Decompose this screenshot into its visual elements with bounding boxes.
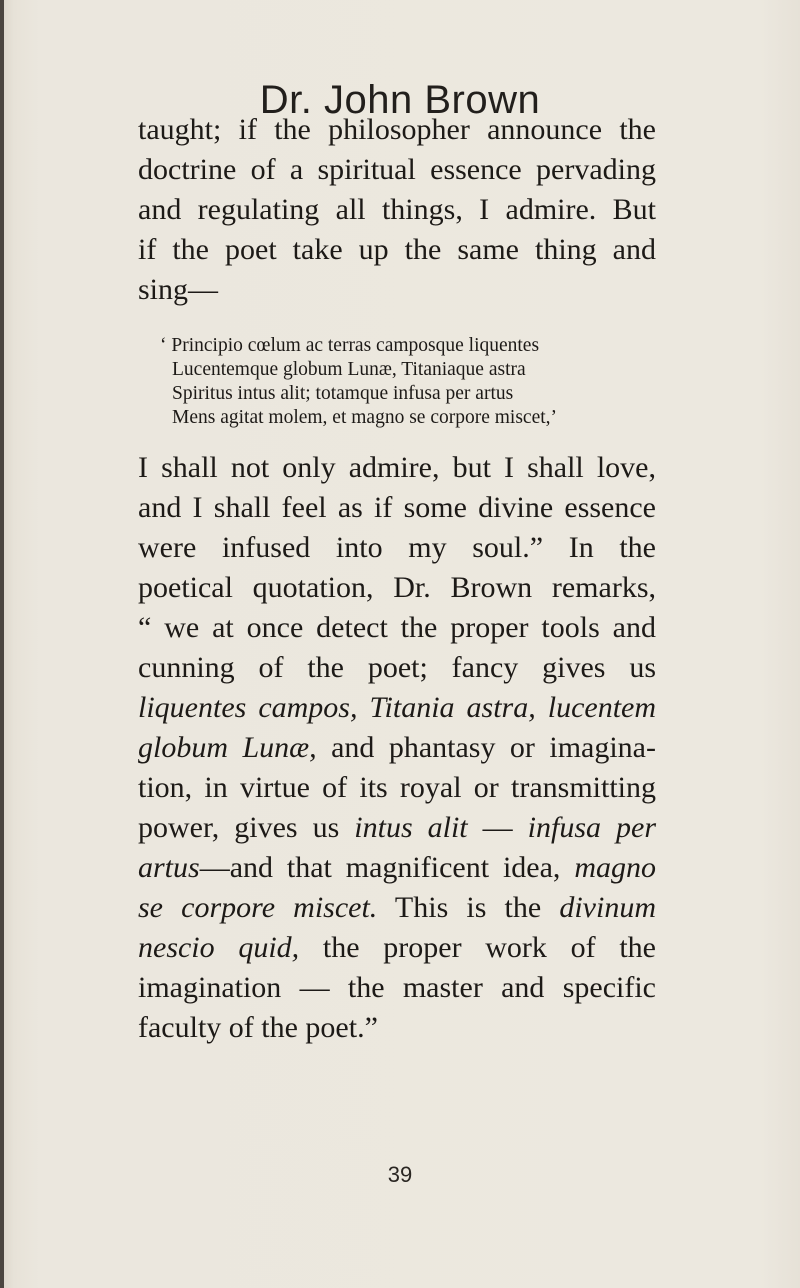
text-run: —and that magnificent idea,: [199, 851, 575, 884]
italic-phrase: globum Lunæ,: [138, 731, 317, 764]
text-line: were infused into my soul.” In the: [138, 531, 656, 564]
italic-phrase: se corpore miscet.: [138, 891, 378, 924]
italic-phrase: artus: [138, 851, 200, 884]
text-line: [138, 728, 656, 768]
italic-phrase: liquentes campos,: [138, 691, 358, 724]
text-line: imagination — the master and specific: [138, 971, 656, 1004]
text-line: doctrine of a spiritual essence pervading: [138, 153, 656, 186]
text-line: [138, 688, 656, 728]
italic-phrase: intus alit: [354, 811, 468, 844]
text-line: sing—: [138, 273, 219, 306]
quote-line: Mens agitat molem, et magno se corpore miscet,’: [172, 407, 558, 428]
text-line: [138, 808, 656, 848]
text-run: This is the: [377, 891, 560, 924]
text-line: cunning of the poet; fancy gives us: [138, 651, 656, 684]
paragraph-1: [138, 110, 656, 310]
text-line: if the poet take up the same thing and: [138, 233, 656, 266]
italic-phrase: nescio quid,: [138, 931, 300, 964]
quote-line: Spiritus intus alit; totamque infusa per artus: [172, 383, 514, 404]
text-line: taught; if the philosopher announce the: [138, 113, 656, 146]
text-line: faculty of the poet.”: [138, 1011, 378, 1044]
italic-phrase: magno: [574, 851, 656, 884]
text-line: [138, 888, 656, 928]
page-number: 39: [387, 1162, 413, 1187]
running-head: Dr. John Brown: [259, 78, 541, 122]
quote-line: ‘ Principio cœlum ac terras camposque liquentes: [160, 335, 540, 356]
text-line: tion, in virtue of its royal or transmitting: [138, 771, 656, 804]
italic-phrase: lucentem: [547, 691, 657, 724]
text-line: poetical quotation, Dr. Brown remarks,: [138, 571, 656, 604]
text-line: I shall not only admire, but I shall love,: [138, 451, 656, 484]
text-line: and I shall feel as if some divine essence: [138, 491, 656, 524]
italic-phrase: infusa per: [527, 811, 656, 844]
text-line: [138, 848, 656, 888]
italic-phrase: divinum: [559, 891, 656, 924]
text-line: “ we at once detect the proper tools and: [138, 611, 656, 644]
text-run: the proper work of the: [299, 931, 656, 964]
text-run: power, gives us: [138, 811, 355, 844]
text-run: —: [467, 811, 528, 844]
quote-line: Lucentemque globum Lunæ, Titaniaque astra: [172, 359, 526, 380]
latin-quotation: [160, 334, 660, 430]
page-gutter-edge: [0, 0, 4, 1288]
text-line: [138, 928, 656, 968]
text-run: and phantasy or imagina-: [316, 731, 656, 764]
text-line: and regulating all things, I admire. But: [138, 193, 656, 226]
italic-phrase: Titania astra,: [369, 691, 536, 724]
paragraph-2: [138, 448, 656, 1048]
